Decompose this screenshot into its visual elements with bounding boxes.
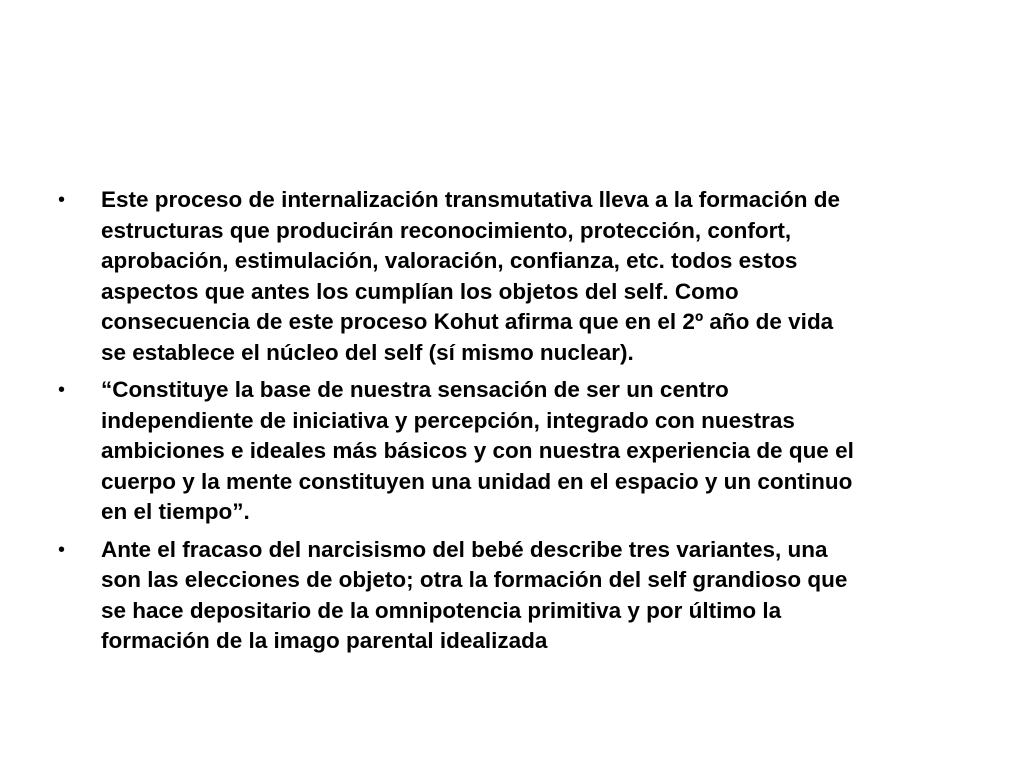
- text-line: ambiciones e ideales más básicos y con nuestra experiencia de que el: [101, 438, 854, 463]
- text-line: son las elecciones de objeto; otra la formación del self grandioso que: [101, 567, 848, 592]
- text-line: se establece el núcleo del self (sí mismo nuclear).: [101, 339, 634, 365]
- text-line: independiente de iniciativa y percepción, integrado con nuestras: [101, 407, 795, 433]
- text-line: en el tiempo”.: [101, 499, 250, 524]
- bullet-item-quote: [58, 375, 968, 528]
- text-line: “Constituye la base de nuestra sensación de ser un centro: [101, 377, 729, 402]
- bullet-item-internalizacion: [58, 185, 968, 368]
- text-line: consecuencia de este proceso Kohut afirma que en el 2º año de vida: [101, 309, 834, 334]
- text-line: Ante el fracaso del narcisismo del bebé describe tres variantes, una: [101, 536, 828, 562]
- bullet-list: [58, 185, 968, 664]
- text-line: aprobación, estimulación, valoración, confianza, etc. todos estos: [101, 248, 798, 273]
- bullet-icon: •: [58, 189, 66, 211]
- text-line: estructuras que producirán reconocimiento, protección, confort,: [101, 217, 792, 243]
- text-line: aspectos que antes los cumplían los objetos del self. Como: [101, 278, 739, 304]
- text-line: cuerpo y la mente constituyen una unidad en el espacio y un continuo: [101, 468, 853, 494]
- bullet-item-narcisismo: [58, 535, 968, 657]
- bullet-icon: •: [58, 538, 66, 561]
- bullet-icon: •: [58, 379, 66, 401]
- text-line: Este proceso de internalización transmutativa lleva a la formación de: [101, 187, 840, 212]
- text-line: se hace depositario de la omnipotencia primitiva y por último la: [101, 597, 782, 623]
- text-line: formación de la imago parental idealizada: [101, 628, 548, 653]
